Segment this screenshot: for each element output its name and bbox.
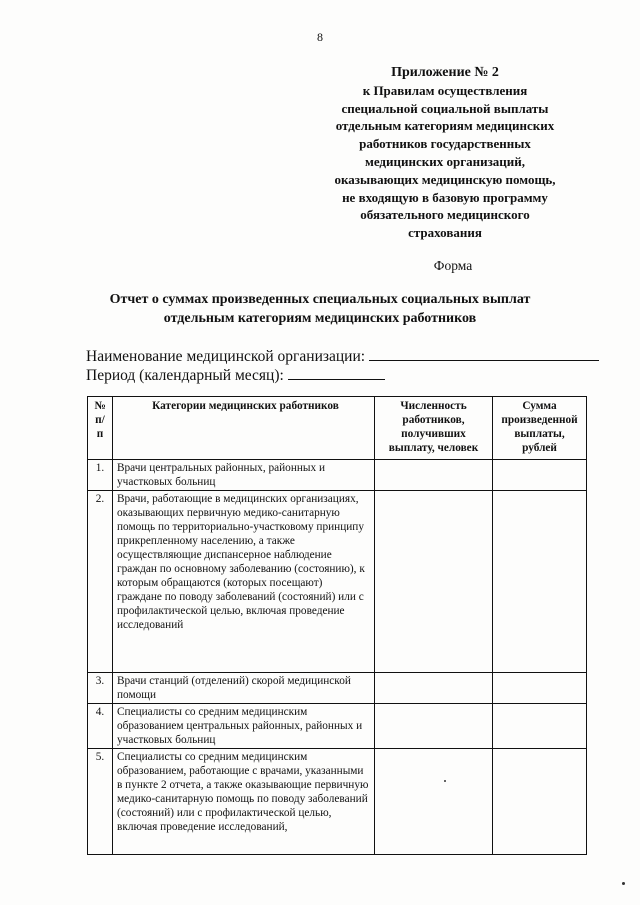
scan-speck <box>444 780 446 782</box>
appendix-line: медицинских организаций, <box>364 153 526 169</box>
header-sum: Сумма произведенной выплаты, рублей <box>493 397 587 460</box>
page-number: 8 <box>317 30 323 44</box>
appendix-line: специальной социальной выплаты <box>341 100 549 116</box>
appendix-line: не входящую в базовую программу <box>342 189 548 205</box>
appendix-line: работников государственных <box>359 136 531 152</box>
table-row <box>88 704 587 749</box>
table-row <box>88 491 587 673</box>
report-table <box>87 396 587 855</box>
row-sum[interactable] <box>493 673 587 704</box>
appendix-line: оказывающих медицинскую помощь, <box>334 171 556 187</box>
header-num: № п/п <box>88 397 113 460</box>
scan-speck <box>622 882 625 885</box>
appendix-line: к Правилам осуществления <box>362 82 528 98</box>
appendix-line: страхования <box>408 225 482 241</box>
report-title-line: Отчет о суммах произведенных специальных социальных выплат <box>109 292 531 307</box>
row-num: 3. <box>88 673 113 704</box>
appendix-line: отдельным категориям медицинских <box>335 118 555 134</box>
period-field <box>86 365 385 385</box>
table-row <box>88 460 587 491</box>
header-category: Категории медицинских работников <box>113 397 375 460</box>
row-sum[interactable] <box>493 460 587 491</box>
report-title <box>60 290 580 328</box>
table-header-row <box>88 397 587 460</box>
header-count: Численность работников, получивших выплату, человек <box>375 397 493 460</box>
org-name-field <box>86 346 599 366</box>
period-blank[interactable] <box>288 365 385 380</box>
row-num: 4. <box>88 704 113 749</box>
row-count[interactable] <box>375 491 493 673</box>
row-num: 1. <box>88 460 113 491</box>
row-sum[interactable] <box>493 749 587 855</box>
appendix-title: Приложение № 2 <box>391 65 499 80</box>
row-num: 5. <box>88 749 113 855</box>
row-count[interactable] <box>375 673 493 704</box>
row-count[interactable] <box>375 704 493 749</box>
row-count[interactable] <box>375 749 493 855</box>
table-row <box>88 673 587 704</box>
report-title-line: отдельным категориям медицинских работников <box>163 311 477 326</box>
period-label: Период (календарный месяц): <box>86 367 284 384</box>
org-name-blank[interactable] <box>369 346 599 361</box>
row-sum[interactable] <box>493 704 587 749</box>
row-sum[interactable] <box>493 491 587 673</box>
appendix-line: обязательного медицинского <box>360 207 530 223</box>
appendix-block <box>300 64 590 242</box>
row-category: Врачи станций (отделений) скорой медицинской помощи <box>113 673 375 704</box>
form-label: Форма <box>433 258 473 273</box>
row-category: Врачи центральных районных, районных и участковых больниц <box>113 460 375 491</box>
org-name-label: Наименование медицинской организации: <box>86 348 366 365</box>
row-num: 2. <box>88 491 113 673</box>
row-category: Специалисты со средним медицинским образованием центральных районных, районных и участковых больниц <box>113 704 375 749</box>
row-category: Врачи, работающие в медицинских организациях, оказывающих первичную медико-санитарную помощь по территориально-участковому принципу прикрепленному населению, а также осуществляющие диспансерное наблюдение граждан по основному заболеванию (состоянию), к которым обращаются (которых посещают) граждане по поводу заболеваний (состояний) или с профилактической целью, включая проведение исследований <box>113 491 375 673</box>
row-category: Специалисты со средним медицинским образованием, работающие с врачами, указанными в пункте 2 отчета, а также оказывающие первичную медико-санитарную помощь по поводу заболеваний (состояний) или с профилактической целью, включая проведение исследований, <box>113 749 375 855</box>
table-row <box>88 749 587 855</box>
row-count[interactable] <box>375 460 493 491</box>
